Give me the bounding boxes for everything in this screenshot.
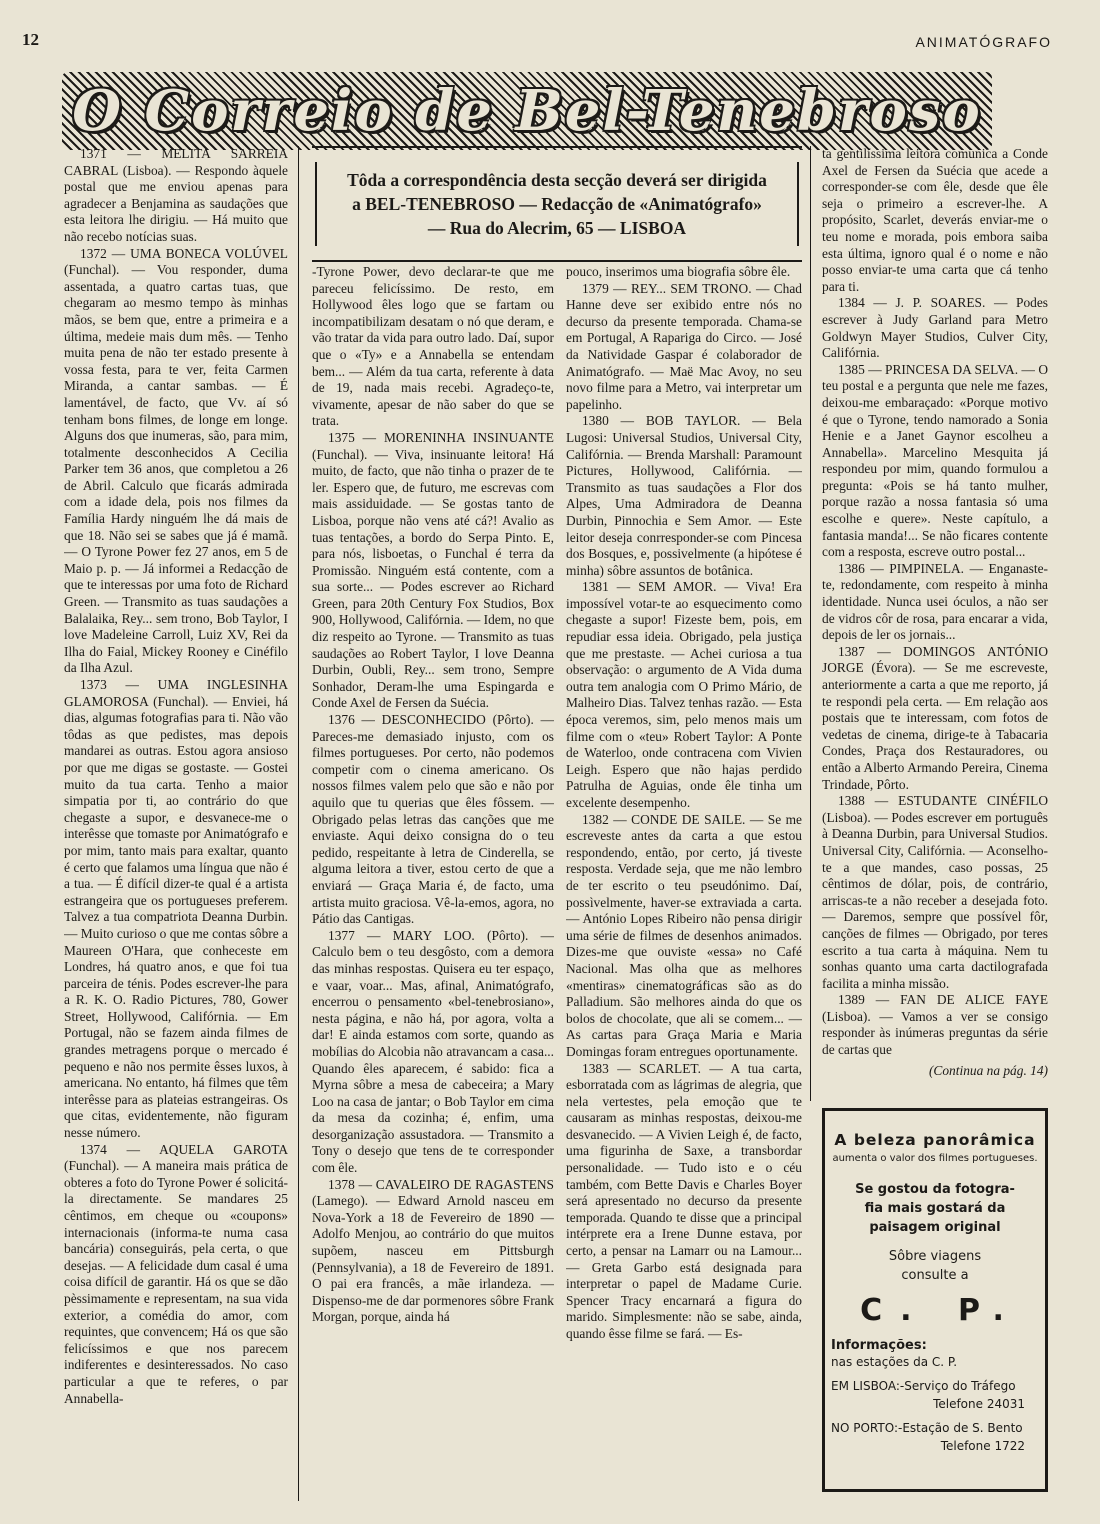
notice-line-1: Tôda a correspondência desta secção deverá ser dirigida (347, 170, 767, 190)
letter-reply: 1376 — DESCONHECIDO (Pôrto). — Pareces-me demasiado injusto, com os filmes portugueses. Por certo, não podemos competir com o cinema americano. Os nossos filmes valem pelo que são e não por aquilo que tu querias que êles fôssem. — Obrigado pelas letras das canções que me enviaste. Aqui deixo consigna do o teu pedido, respeitante à letra de Cinderella, se alguma leitora a tiver, estou certo de que a enviará — Graça Maria é, de facto, uma artista muito graciosa. Vê-la-emos, agora, no Pátio das Cantigas. (312, 712, 554, 927)
notice-line-2: a BEL-TENEBROSO — Redacção de «Animatógrafo» (352, 194, 762, 214)
column-divider (810, 146, 811, 1101)
ad-line: consulte a (901, 1268, 969, 1283)
letter-reply: 1375 — MORENINHA INSINUANTE (Funchal). — Viva, insinuante leitora! Há muito, de facto, que não tinha o prazer de te ler. Espero que, de futuro, me escrevas com mais assiduidade. — Se gostas tanto de Lisboa, porque não vens até cá?! Avalio as tuas tentações, a bordo do Serpa Pinto. E, para nós, lisboetas, o Funchal é terra da Promissão. Ninguém está contente, com a sua sorte... — Podes escrever ao Richard Green, para 20th Century Fox Studios, Box 900, Hollywood, Califórnia. — Idem, no que diz respeito ao Tyrone. — Transmito as tuas saudações ao Robert Taylor, I love Deanna Durbin, Oubli, Rey... sem trono, Sempre Sonhador, Deram-lhe uma Espingarda e Conde Axel de Fersen da Suécia. (312, 429, 554, 711)
letter-reply: 1380 — BOB TAYLOR. — Bela Lugosi: Universal Studios, Universal City, Califórnia. — Brenda Marshall: Paramount Pictures, Hollywood, Califórnia. — Transmito as tuas saudações a Flor dos Alpes, Uma Admiradora de Deanna Durbin, Pinnochia e Sem Amor. — Este leitor deseja conrresponder-se com Pincesa dos Bosques, e, possivelmente (a hipótese é minha) sôbre assuntos de botânica. (566, 413, 802, 578)
letter-reply: 1374 — AQUELA GAROTA (Funchal). — A maneira mais prática de obteres a foto do Tyrone Power é solicitá-la directamente. Se mandares 25 cêntimos, em cheque ou «coupons» internacionais (informa-te numa casa bancária) conseguirás, pela certa, o que desejas. — A felicidade dum casal é uma coisa difícil de garantir. Há os que se dão pèssimamente e representam, na sua vida exterior, a comédia do amor, com requintes, que convencem; Há os que são felicíssimos e que nos parecem indiferentes e desinteressados. No caso particular a que te referes, o par Annabella- (64, 1141, 288, 1406)
continued-note: (Continua na pág. 14) (928, 1062, 1048, 1078)
letter-reply: pouco, inserimos uma biografia sôbre êle. (566, 264, 791, 279)
ad-info-line: nas estações da C. P. (831, 1355, 958, 1369)
ad-lisboa-phone: Telefone 24031 (933, 1397, 1025, 1411)
ad-line: Sôbre viagens (888, 1249, 982, 1264)
text-column-4 (822, 146, 1048, 1101)
page-number: 12 (22, 30, 39, 49)
cp-logo: C. P. (860, 1293, 1022, 1328)
letter-reply: 1373 — UMA INGLESINHA GLAMOROSA (Funchal). — Enviei, há dias, algumas fotografias para ti. Não vão tôdas as que pedistes, mas depois mandarei as outras. Estou agora ansioso por que me digas se gostaste. — Gostei muito da tua carta. Tenho a maior simpatia por ti, ao contrário do que chegaste a supor, e desvanece-me o interêsse que tomaste por Animatógrafo e por mim, tanto mais para exaltar, quanto é certo que falamos uma língua que não é a tua. — É difícil dizer-te qual é a artista estrangeira que os portugueses preferem. Talvez a tua compatriota Deanna Durbin. — Muito curioso o que me contas sôbre a Maureen O'Hara, que conheceste em Londres, há quatro anos, e que foi tua parceira de ténis. Podes escrever-lhe para a R. K. O. Radio Pictures, 780, Gower Street, Hollywood, Califórnia. — Em Portugal, não se fazem ainda filmes de grandes metragens porque o mercado é pequeno e não nos permite êsses luxos, à americana. No entanto, há filmes que têm interêsse para as plateias estrangeiras. Os que citas, evidentemente, não figuram nesse número. (64, 677, 288, 1141)
column-divider (298, 146, 299, 1501)
ad-info-label: Informações: (831, 1338, 927, 1353)
letter-reply: ta gentilíssima leitora comunica a Conde Axel de Fersen da Suécia que acede a corresponder-se com êle, desde que êle seja o primeiro a escrever-lhe. A propósito, Scarlet, deverás enviar-me o teu nome e morada, pois embora saiba esta última, ignoro qual é o nome e não posso enviar-te uma carta que cá tenho para ti. (822, 146, 1048, 294)
letter-reply: -Tyrone Power, devo declarar-te que me pareceu felicíssimo. De resto, em Hollywood êles logo que se fartam ou incompatibilizam desatam o nó que deram, e vão tratar da vida para outro lado. Daí, supor que o «Ty» e a Annabella se entendam bem... — Além da tua carta, referente à data de 19, nada mais recebi. Agradeço-te, vivamente, apesar de não saber do que se trata. (312, 264, 554, 429)
letter-reply: 1372 — UMA BONECA VOLÚVEL (Funchal). — Vou responder, duma assentada, a quatro cartas tuas, que chegaram ao mesmo tempo às minhas mãos, se bem que, entre a primeira e a última, medeie mais dum mês. — Tenho muita pena de não ter estado presente à vossa festa, para te ver, feita Carmen Miranda, a cantar sambas. — É lamentável, de facto, que Vv. aí só tenham bons filmes, de longe em longe. Alguns dos que inumeras, são, para mim, totalmente desconhecidos A Cecilia Parker tem 36 anos, que completou a 26 de Abril. Calculo que ficarás admirada com a idade dela, pois nos filmes da Família Hardy ninguém lhe dá mais de que 18. Não sei se sabes que já é mamã. — O Tyrone Power fez 27 anos, em 5 de Maio p. p. — Já informei a Redacção de que te interessas por uma foto de Richard Green. — Transmito as tuas saudações a Balalaika, Rey... sem trono, Bob Taylor, I love Madeleine Carroll, Luiz XV, Rei da Ilha do Faial, Mickey Rooney e Cinéfilo da Ilha Azul. (64, 245, 288, 676)
letter-reply: 1371 — MELITA SARREIA CABRAL (Lisboa). — Respondo àquele postal que me enviou apenas para agradecer a Benjamina as saudações que esta leitora lhe dirigiu. — Há muito que não recebo notícias suas. (64, 146, 288, 244)
letter-reply: 1385 — PRINCESA DA SELVA. — O teu postal e a pergunta que nele me fazes, deixou-me embaraçado: «Porque motivo é que o Tyrone, tendo namorado a Sonia Henie e a Janet Gaynor escolheu a Annabella». Marcelino Mesquita já respondeu por mim, quando formulou a pregunta: «Pois se há tanto mulher, porque razão a nossa fantasia só uma escolhe e quere». Neste capítulo, a fantasia manda!... Se não ficares contente com a resposta, escreve outro postal... (822, 361, 1048, 560)
letter-reply: 1381 — SEM AMOR. — Viva! Era impossível votar-te ao esquecimento como chegaste a supor! Fizeste bem, pois, em repudiar essa ideia. Obrigado, pela justiça que me prestaste. — Achei curiosa a tua observação: o argumento de A Vida duma outra tem analogia com O Primo Mário, de Malheiro Dias. Talvez tenhas razão. — Esta época veremos, sim, pelo menos mais um filme com o «teu» Robert Taylor: A Ponte de Waterloo, onde contracena com Vivien Leigh. Espero que não hajas perdido Patrulha de Aguias, onde êle tinha um excelente desempenho. (566, 579, 802, 810)
ad-porto-phone: Telefone 1722 (940, 1439, 1025, 1453)
correspondence-notice (312, 146, 802, 262)
ad-question: Se gostou da fotogra- fia mais gostará da paisagem original (855, 1182, 1015, 1235)
section-title: O Correio de Bel-Tenebroso (72, 78, 982, 144)
text-column-1 (64, 146, 288, 1501)
letter-reply: 1387 — DOMINGOS ANTÓNIO JORGE (Évora). — Se me escreveste, anteriormente a carta a que me reporto, já te respondi pela certa. — Em relação aos postais que te interessam, com fotos de vedetas de cinema, dirige-te à Tabacaria Condes, Praça dos Restauradores, ou então a Alberto Armando Pereira, Cinema Trindade, Pôrto. (822, 643, 1048, 792)
letter-reply: 1389 — FAN DE ALICE FAYE (Lisboa). — Vamos a ver se consigo responder às inúmeras preguntas da série de cartas que (822, 992, 1048, 1058)
letter-reply: 1378 — CAVALEIRO DE RAGASTENS (Lamego). — Edward Arnold nasceu em Nova-York a 18 de Fevereiro de 1890 — Adolfo Menjou, ao contrário do que muitos supõem, nasceu em Pittsburgh (Pennsylvania), a 18 de Fevereiro de 1891. O pai era francês, a mãe irlandeza. — Dispenso-me de dar pormenores sôbre Frank Morgan, porque, ainda há (312, 1176, 554, 1325)
letter-reply: 1388 — ESTUDANTE CINÉFILO (Lisboa). — Podes escrever em português à Deanna Durbin, para Universal Studios. Universal City, Califórnia. — Aconselho-te a que mandes, caso possas, 25 cêntimos de dólar, pois, de contrário, arriscas-te a não receber a desejada foto. — Daremos, sempre que possível fôr, canções de filmes — Obrigado, por teres escrito a tua carta à máquina. Nem tu sonhas quanto uma carta dactilografada facilita a minha missão. (822, 793, 1048, 991)
ad-porto: NO PORTO:-Estação de S. Bento (831, 1421, 1023, 1435)
letter-reply: 1386 — PIMPINELA. — Enganaste-te, redondamente, com respeito à minha identidade. Nunca usei óculos, a não ser de vidros côr de rosa, para encarar a vida, depois de ler os jornais... (822, 560, 1048, 643)
cp-advertisement (822, 1108, 1048, 1492)
magazine-name: ANIMATÓGRAFO (915, 34, 1052, 50)
ad-title: A beleza panorâmica (834, 1131, 1036, 1149)
ad-subtitle: aumenta o valor dos filmes portugueses. (832, 1153, 1038, 1164)
letter-reply: 1377 — MARY LOO. (Pôrto). — Calculo bem o teu desgôsto, com a demora das minhas respostas. Quisera eu ter espaço, e vaar, voar... Mas, afinal, Animatógrafo, encerrou o pensamento «bel-tenebrosiano», nesta página, e não há, por agora, volta a dar! E ainda estamos com sorte, quando as mobílias do Alcobia não atravancam a casa... Quando êles aparecem, é sabido: fica a Myrna sôbre a mesa de cabeceira; a Mary Loo na casa de jantar; o Bob Taylor em cima da mesa da cozinha; é, enfim, uma desorganização assustadora. — Transmito a Tony o desejo que tens de te corresponder com êle. (312, 927, 554, 1176)
letter-reply: 1384 — J. P. SOARES. — Podes escrever à Judy Garland para Metro Goldwyn Mayer Studios, Culver City, Califórnia. (822, 295, 1048, 361)
section-banner (62, 72, 992, 150)
text-column-3 (566, 264, 802, 1501)
letter-reply: 1379 — REY... SEM TRONO. — Chad Hanne deve ser exibido entre nós no decurso da presente temporada. Chama-se em Portugal, A Rapariga do Circo. — José da Natividade Gaspar é colaborador de Animatógrafo. — Maë Mac Avoy, no seu novo filme para a Metro, vai interpretar um papelinho. (566, 280, 802, 412)
letter-reply: 1382 — CONDE DE SAILE. — Se me escreveste antes da carta a que estou respondendo, então, por certo, já tiveste resposta. Verdade seja, que me não lembro de ter escrito o teu pseudónimo. Daí, possìvelmente, haver-se extraviada a carta. — António Lopes Ribeiro não pensa dirigir uma série de filmes de desenhos animados. Dizes-me que ouviste «essa» no Café Nacional. Mas olha que as melhores «mentiras» cinematográficas são as do Palladium. São melhores ainda do que os bolos de chocolate, que ali se comem... — As cartas para Graça Maria e Maria Domingas foram entregues oportunamente. (566, 811, 802, 1059)
text-column-2 (312, 264, 554, 1501)
letter-reply: 1383 — SCARLET. — A tua carta, esborratada com as lágrimas de alegria, que nela vertestes, pela emoção que te causaram as minhas respostas, deixou-me desvanecido. — A Vivien Leigh é, de facto, uma figurinha de Saxe, a transbordar personalidade. — Tudo isto e o céu também, com Bette Davis e Charles Boyer será apresentado no decurso da presente temporada. Quando te disse que a principal intérprete era a Irene Dunne estava, por certo, a pensar na Lamarr ou na Lamour... — Greta Garbo está designada para interpretar o papel de Madame Curie. Spencer Tracy encarnará a figura do marido. Simplesmente: não se sabe, ainda, quando êsse filme se fará. — Es- (566, 1060, 802, 1341)
notice-line-3: — Rua do Alecrim, 65 — LISBOA (427, 218, 687, 238)
ad-lisboa: EM LISBOA:-Serviço do Tráfego (831, 1379, 1016, 1393)
